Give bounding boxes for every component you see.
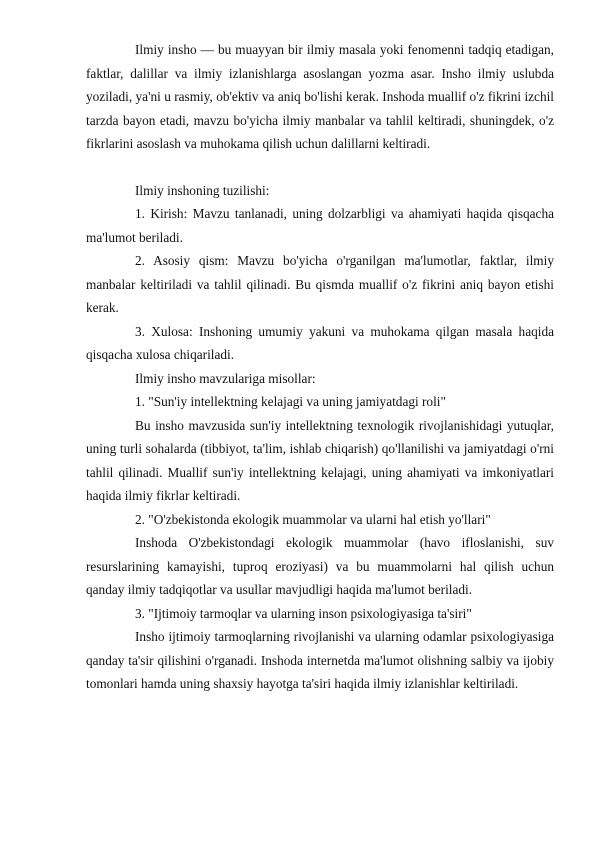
structure-heading: Ilmiy inshoning tuzilishi:	[135, 182, 270, 198]
structure-item-conclusion: 3. Xulosa: Inshoning umumiy yakuni va muhokama qilgan masala haqida qisqacha xulosa chiqariladi.	[86, 323, 554, 362]
structure-item-intro: 1. Kirish: Mavzu tanlanadi, uning dolzarbligi va ahamiyati haqida qisqacha ma'lumot beriladi.	[86, 206, 554, 245]
example-title-1: 1. "Sun'iy intellektning kelajagi va uning jamiyatdagi roli"	[135, 394, 446, 409]
structure-item-main: 2. Asosiy qism: Mavzu bo'yicha o'rganilgan ma'lumotlar, faktlar, ilmiy manbalar keltiriladi va tahlil qilinadi. Bu qismda muallif o'z fikrini aniq bayon etishi kerak.	[86, 253, 554, 315]
example-text-2: Inshoda O'zbekistondagi ekologik muammolar (havo ifloslanishi, suv resurslarining kamayishi, tuproq eroziyasi) va bu muammolarni hal qilish uchun qanday ilmiy tadqiqotlar va usullar mavjudligi haqida ma'lumot beriladi.	[86, 535, 554, 597]
example-text-1: Bu insho mavzusida sun'iy intellektning texnologik rivojlanishidagi yutuqlar, uning turli sohalarda (tibbiyot, ta'lim, ishlab chiqarish) qo'llanilishi va jamiyatdagi o'rni tahlil qilinadi. Muallif sun'iy intellektning kelajagi, uning ahamiyati va imkoniyatlari haqida ilmiy fikrlar keltiradi.	[86, 417, 554, 503]
example-title-2: 2. "O'zbekistonda ekologik muammolar va ularni hal etish yo'llari"	[135, 511, 491, 527]
document-page	[86, 38, 554, 696]
intro-paragraph: Ilmiy insho — bu muayyan bir ilmiy masala yoki fenomenni tadqiq etadigan, faktlar, dalillar va ilmiy izlanishlarga asoslangan yozma asar. Insho ilmiy uslubda yoziladi, ya'ni u rasmiy, ob'ektiv va aniq bo'lishi kerak. Inshoda muallif o'z fikrini izchil tarzda bayon etadi, mavzu bo'yicha ilmiy manbalar va tahlil keltiradi, shuningdek, o'z fikrlarini asoslash va muhokama qilish uchun dalillarni keltiradi.	[86, 42, 554, 151]
example-title-3: 3. "Ijtimoiy tarmoqlar va ularning inson psixologiyasiga ta'siri"	[135, 605, 472, 621]
example-text-3: Insho ijtimoiy tarmoqlarning rivojlanishi va ularning odamlar psixologiyasiga qanday ta'sir qilishini o'rganadi. Inshoda internetda ma'lumot olishning salbiy va ijobiy tomonlari hamda uning shaxsiy hayotga ta'siri haqida ilmiy izlanishlar keltiriladi.	[86, 629, 554, 691]
examples-heading: Ilmiy insho mavzulariga misollar:	[135, 370, 316, 386]
